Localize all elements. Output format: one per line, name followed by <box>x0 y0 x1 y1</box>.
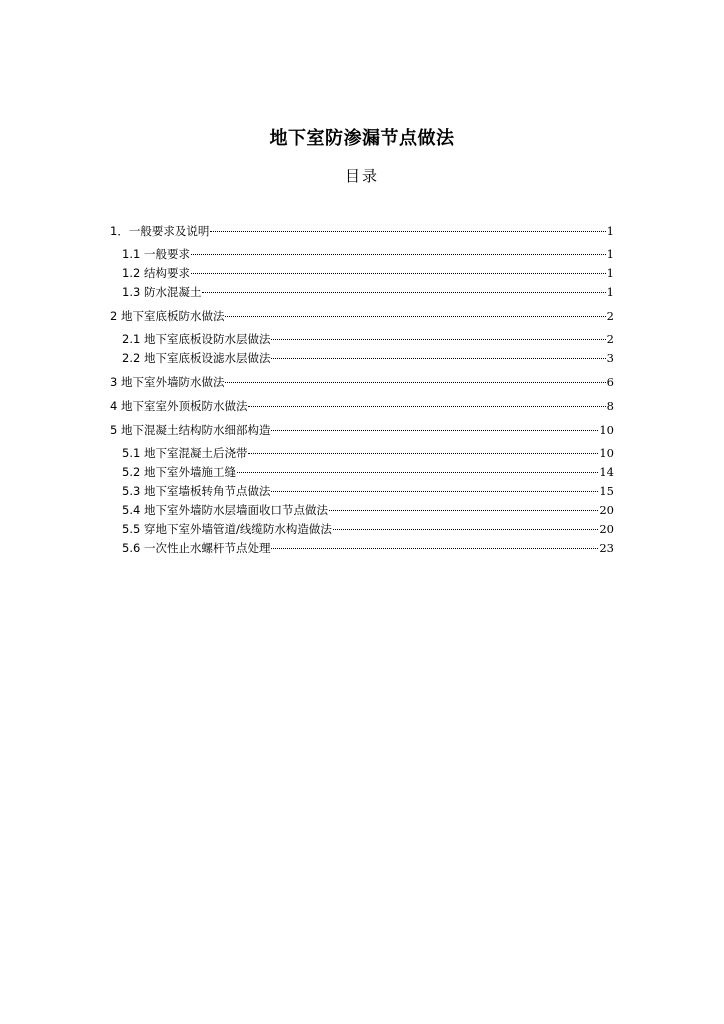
toc-entry[interactable] <box>110 284 614 300</box>
toc-entry-page: 1 <box>606 247 614 261</box>
toc-entry-page: 14 <box>599 465 614 479</box>
toc-entry-label: 5.6 一次性止水螺杆节点处理 <box>122 541 271 555</box>
toc-entry-label: 1.2 结构要求 <box>122 266 190 280</box>
toc-leader-dots <box>248 406 605 407</box>
toc-entry-label: 5.5 穿地下室外墙管道/线缆防水构造做法 <box>122 522 332 536</box>
toc-entry-page: 15 <box>599 484 614 498</box>
toc-entry-label: 2.2 地下室底板设滤水层做法 <box>122 351 271 365</box>
toc-entry[interactable] <box>110 422 614 438</box>
toc-entry[interactable] <box>110 246 614 262</box>
toc-leader-dots <box>225 382 605 383</box>
toc-entry-label: 2 地下室底板防水做法 <box>110 309 225 323</box>
toc-entry-page: 2 <box>606 332 614 346</box>
toc-entry-page: 1 <box>606 224 614 238</box>
toc-leader-dots <box>271 339 605 340</box>
toc-leader-dots <box>271 430 598 431</box>
toc-leader-dots <box>271 548 598 549</box>
toc-entry-label: 5.4 地下室外墙防水层墙面收口节点做法 <box>122 503 328 517</box>
toc-leader-dots <box>202 292 605 293</box>
toc-entry-page: 23 <box>599 541 614 555</box>
toc-leader-dots <box>237 472 598 473</box>
toc-entry-label: 1．一般要求及说明 <box>110 224 210 238</box>
toc-entry-label: 1.3 防水混凝土 <box>122 285 202 299</box>
toc-entry[interactable] <box>110 464 614 480</box>
toc-leader-dots <box>329 510 598 511</box>
toc-leader-dots <box>191 273 606 274</box>
toc-entry-page: 20 <box>599 522 614 536</box>
toc-entry-page: 3 <box>606 351 614 365</box>
toc-entry[interactable] <box>110 521 614 537</box>
toc-entry[interactable] <box>110 350 614 366</box>
toc-entry-page: 20 <box>599 503 614 517</box>
toc-entry-label: 5.3 地下室墙板转角节点做法 <box>122 484 271 498</box>
document-title: 地下室防渗漏节点做法 <box>269 128 455 149</box>
toc-entry-label: 5.1 地下室混凝土后浇带 <box>122 446 248 460</box>
toc-entry-page: 2 <box>606 309 614 323</box>
toc-entry[interactable] <box>110 502 614 518</box>
toc-entry-page: 6 <box>606 375 614 389</box>
toc-entry-label: 4 地下室室外顶板防水做法 <box>110 399 248 413</box>
toc-entry[interactable] <box>110 374 614 390</box>
toc-entry-page: 10 <box>599 423 614 437</box>
toc-leader-dots <box>333 529 599 530</box>
toc-leader-dots <box>248 453 598 454</box>
toc-entry-label: 2.1 地下室底板设防水层做法 <box>122 332 271 346</box>
toc-entry[interactable] <box>110 223 614 239</box>
toc-entry-label: 3 地下室外墙防水做法 <box>110 375 225 389</box>
toc-leader-dots <box>191 254 606 255</box>
toc-leader-dots <box>271 358 605 359</box>
toc-entry[interactable] <box>110 540 614 556</box>
toc-entry[interactable] <box>110 265 614 281</box>
toc-entry-label: 1.1 一般要求 <box>122 247 190 261</box>
table-of-contents <box>110 223 614 556</box>
toc-entry[interactable] <box>110 308 614 324</box>
toc-leader-dots <box>271 491 598 492</box>
toc-entry[interactable] <box>110 445 614 461</box>
toc-entry-page: 1 <box>606 266 614 280</box>
toc-leader-dots <box>210 231 605 232</box>
toc-entry-page: 1 <box>606 285 614 299</box>
toc-entry-page: 10 <box>599 446 614 460</box>
toc-entry[interactable] <box>110 398 614 414</box>
toc-entry-page: 8 <box>606 399 614 413</box>
toc-heading: 目录 <box>344 167 379 185</box>
toc-entry-label: 5.2 地下室外墙施工缝 <box>122 465 236 479</box>
toc-entry[interactable] <box>110 483 614 499</box>
toc-entry[interactable] <box>110 331 614 347</box>
toc-entry-label: 5 地下混凝土结构防水细部构造 <box>110 423 271 437</box>
toc-leader-dots <box>225 316 605 317</box>
